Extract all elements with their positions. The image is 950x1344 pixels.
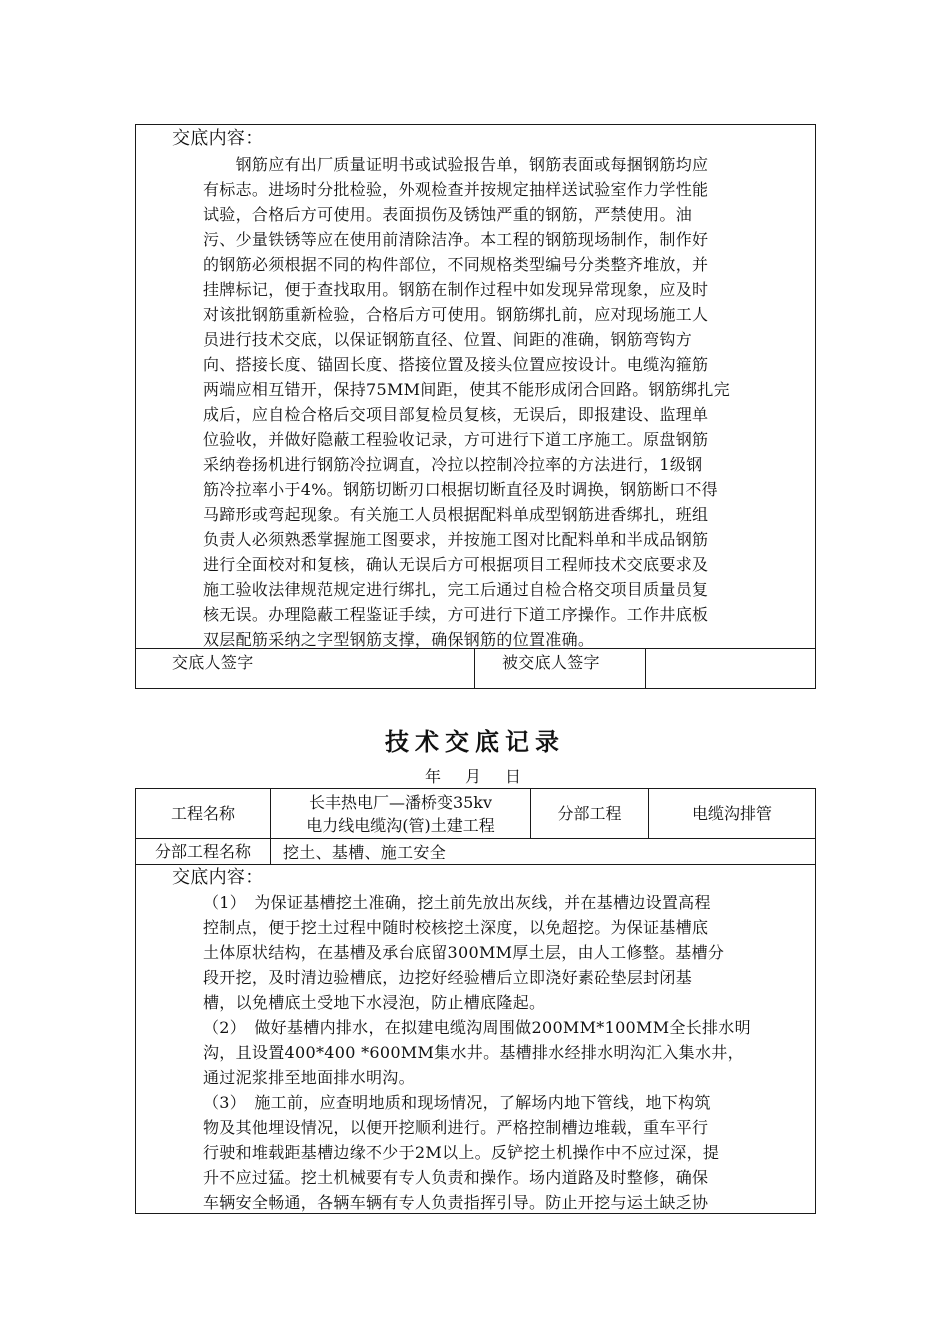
sub-project-name-value: 挖土、基槽、施工安全 <box>283 843 447 862</box>
project-name-line-2: 电力线电缆沟(管)土建工程 <box>306 815 495 835</box>
text-line: 两端应相互错开，保持75MM间距，使其不能形成闭合回路。钢筋绑扎完 <box>203 380 731 399</box>
text-line: 的钢筋必须根据不同的构件部位，不同规格类型编号分类整齐堆放，并 <box>203 255 709 274</box>
text-line: 有标志。进场时分批检验，外观检查并按规定抽样送试验室作力学性能 <box>203 180 709 199</box>
table1-sign-divider-1 <box>474 648 475 689</box>
text-line: 进行全面校对和复核，确认无误后方可根据项目工程师技术交底要求及 <box>203 555 709 574</box>
text-line: 槽，以免槽底土受地下水浸泡，防止槽底隆起。 <box>203 993 546 1012</box>
table1-bottom-border <box>135 688 816 689</box>
text-line: 土体原状结构，在基槽及承台底留300MM厚土层，由人工修整。基槽分 <box>203 943 725 962</box>
project-name-label: 工程名称 <box>170 804 235 823</box>
project-name-value <box>271 789 530 838</box>
text-line: 负责人必须熟悉掌握施工图要求，并按施工图对比配料单和半成品钢筋 <box>203 530 709 549</box>
text-line: 行驶和堆载距基槽边缘不少于2M以上。反铲挖土机操作中不应过深，提 <box>203 1143 720 1162</box>
text-line: 位验收，并做好隐蔽工程验收记录，方可进行下道工序施工。原盘钢筋 <box>203 430 709 449</box>
text-line: 采纳卷扬机进行钢筋冷拉调直，冷拉以控制冷拉率的方法进行，1级钢 <box>203 455 703 474</box>
record-date: 年 月 日 <box>424 767 525 786</box>
text-line: 马蹄形或弯起现象。有关施工人员根据配料单成型钢筋进香绑扎，班组 <box>203 505 709 524</box>
table2-right-border <box>815 788 816 1214</box>
sign-label-left: 交底人签字 <box>172 653 254 672</box>
content-paragraph <box>203 152 730 652</box>
table1-sign-divider-2 <box>645 648 646 689</box>
project-name-line-1: 长丰热电厂—潘桥变35kv <box>308 792 493 812</box>
sub-project-label: 分部工程 <box>557 804 622 823</box>
text-line: （3） 施工前，应查明地质和现场情况，了解场内地下管线，地下构筑 <box>203 1093 711 1112</box>
text-line: 钢筋应有出厂质量证明书或试验报告单，钢筋表面或每捆钢筋均应 <box>203 155 709 174</box>
content-heading: 交底内容： <box>172 128 264 149</box>
text-line: 核无误。办理隐蔽工程鉴证手续，方可进行下道工序操作。工作井底板 <box>203 605 709 624</box>
text-line: 通过泥浆排至地面排水明沟。 <box>203 1068 415 1087</box>
table1-right-border <box>815 124 816 689</box>
sign-label-right: 被交底人签字 <box>502 653 600 672</box>
text-line: 试验，合格后方可使用。表面损伤及锈蚀严重的钢筋，严禁使用。油 <box>203 205 693 224</box>
text-line: 成后，应自检合格后交项目部复检员复核，无误后，即报建设、监理单 <box>203 405 709 424</box>
text-line: 段开挖，及时清边验槽底，边挖好经验槽后立即浇好素砼垫层封闭基 <box>203 968 693 987</box>
record-title: 技术交底记录 <box>385 727 565 756</box>
table1-top-border <box>135 124 816 125</box>
record-content-heading: 交底内容： <box>172 867 264 888</box>
text-line: 对该批钢筋重新检验，合格后方可使用。钢筋绑扎前，应对现场施工人 <box>203 305 709 324</box>
text-line: 升不应过猛。挖土机械要有专人负责和操作。场内道路及时整修，确保 <box>203 1168 709 1187</box>
text-line: 施工验收法律规范规定进行绑扎，完工后通过自检合格交项目质量员复 <box>203 580 709 599</box>
text-line: （2） 做好基槽内排水，在拟建电缆沟周围做200MM*100MM全长排水明 <box>203 1018 751 1037</box>
text-line: 物及其他埋设情况，以便开挖顺利进行。严格控制槽边堆载，重车平行 <box>203 1118 709 1137</box>
text-line: 控制点，便于挖土过程中随时校核挖土深度，以免超挖。为保证基槽底 <box>203 918 709 937</box>
text-line: 员进行技术交底，以保证钢筋直径、位置、间距的准确，钢筋弯钩方 <box>203 330 693 349</box>
record-content-paragraph <box>203 890 751 1215</box>
text-line: 双层配筋采纳之字型钢筋支撑，确保钢筋的位置准确。 <box>203 630 595 649</box>
sub-project-name-label: 分部工程名称 <box>154 842 251 861</box>
table1-left-border <box>135 124 136 689</box>
text-line: 向、搭接长度、锚固长度、搭接位置及接头位置应按设计。电缆沟箍筋 <box>203 355 709 374</box>
text-line: 车辆安全畅通，各辆车辆有专人负责指挥引导。防止开挖与运土缺乏协 <box>203 1193 709 1212</box>
text-line: 挂牌标记，便于查找取用。钢筋在制作过程中如发现异常现象，应及时 <box>203 280 709 299</box>
sub-project-value: 电缆沟排管 <box>691 804 772 823</box>
text-line: 污、少量铁锈等应在使用前清除洁净。本工程的钢筋现场制作，制作好 <box>203 230 709 249</box>
text-line: 沟，且设置400*400 *600MM集水井。基槽排水经排水明沟汇入集水井， <box>203 1043 744 1062</box>
text-line: 筋冷拉率小于4%。钢筋切断刃口根据切断直径及时调换，钢筋断口不得 <box>203 480 718 499</box>
text-line: （1） 为保证基槽挖土准确，挖土前先放出灰线，并在基槽边设置高程 <box>203 893 711 912</box>
